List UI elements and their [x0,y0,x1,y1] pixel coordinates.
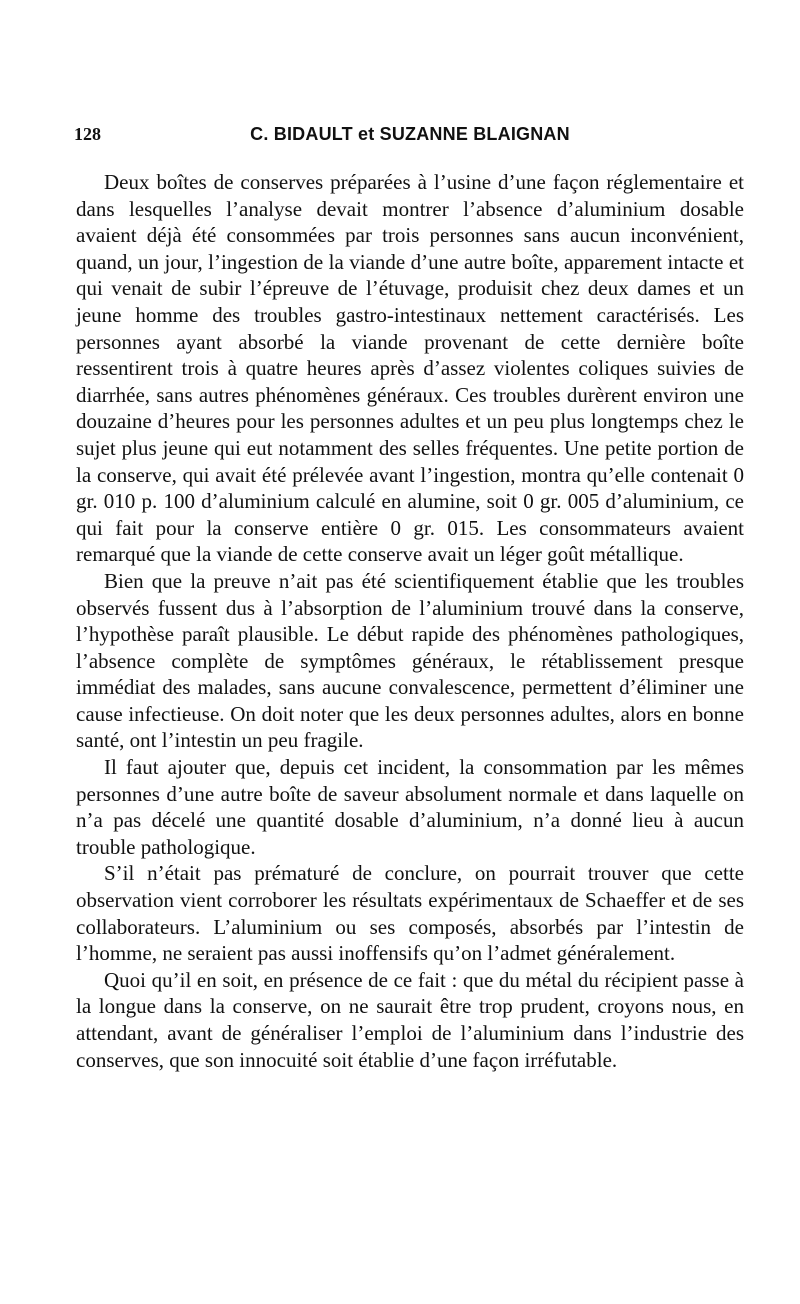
body-text [76,169,744,1073]
paragraph: S’il n’était pas prématuré de conclure, on pourrait trouver que cette observation vient corroborer les résultats expérimentaux de Schaeffer et de ses collaborateurs. L’aluminium ou ses composés, absorbés par l’intestin de l’homme, ne seraient pas aussi inoffensifs qu’on l’admet généralement. [76,861,744,966]
page-number: 128 [74,124,101,144]
running-head: C. BIDAULT et SUZANNE BLAIGNAN [250,124,570,144]
page-header [74,124,746,152]
paragraph: Deux boîtes de conserves préparées à l’usine d’une façon réglementaire et dans lesquelles l’analyse devait montrer l’absence d’aluminium dosable avaient déjà été consommées par trois personnes sans aucun inconvénient, quand, un jour, l’ingestion de la viande d’une autre boîte, apparement intacte et qui venait de subir l’épreuve de l’étuvage, produisit chez deux dames et un jeune homme des troubles gastro-intestinaux nettement caractérisés. Les personnes ayant absorbé la viande provenant de cette dernière boîte ressentirent trois à quatre heures après d’assez violentes coliques suivies de diarrhée, sans autres phénomènes généraux. Ces troubles durèrent environ une douzaine d’heures pour les personnes adultes et un peu plus longtemps chez le sujet plus jeune qui eut notamment des selles fréquentes. Une petite portion de la conserve, qui avait été prélevée avant l’ingestion, montra qu’elle contenait 0 gr. 010 p. 100 d’aluminium calculé en alumine, soit 0 gr. 005 d’aluminium, ce qui fait pour la conserve entière 0 gr. 015. Les consommateurs avaient remarqué que la viande de cette conserve avait un léger goût métallique. [76,170,744,567]
paragraph: Il faut ajouter que, depuis cet incident, la consommation par les mêmes personnes d’une autre boîte de saveur absolument normale et dans laquelle on n’a pas décelé une quantité dosable d’aluminium, n’a donné lieu à aucun trouble pathologique. [76,755,744,859]
paragraph: Bien que la preuve n’ait pas été scientifiquement établie que les troubles observés fussent dus à l’absorption de l’aluminium trouvé dans la conserve, l’hypothèse paraît plausible. Le début rapide des phénomènes pathologiques, l’absence complète de symptômes généraux, le rétablissement presque immédiat des malades, sans aucune convalescence, permettent d’éliminer une cause infectieuse. On doit noter que les deux personnes adultes, alors en bonne santé, ont l’intestin un peu fragile. [76,568,744,753]
paragraph: Quoi qu’il en soit, en présence de ce fait : que du métal du récipient passe à la longue dans la conserve, on ne saurait être trop prudent, croyons nous, en attendant, avant de généraliser l’emploi de l’aluminium dans l’industrie des conserves, que son innocuité soit établie d’une façon irréfutable. [76,967,744,1072]
